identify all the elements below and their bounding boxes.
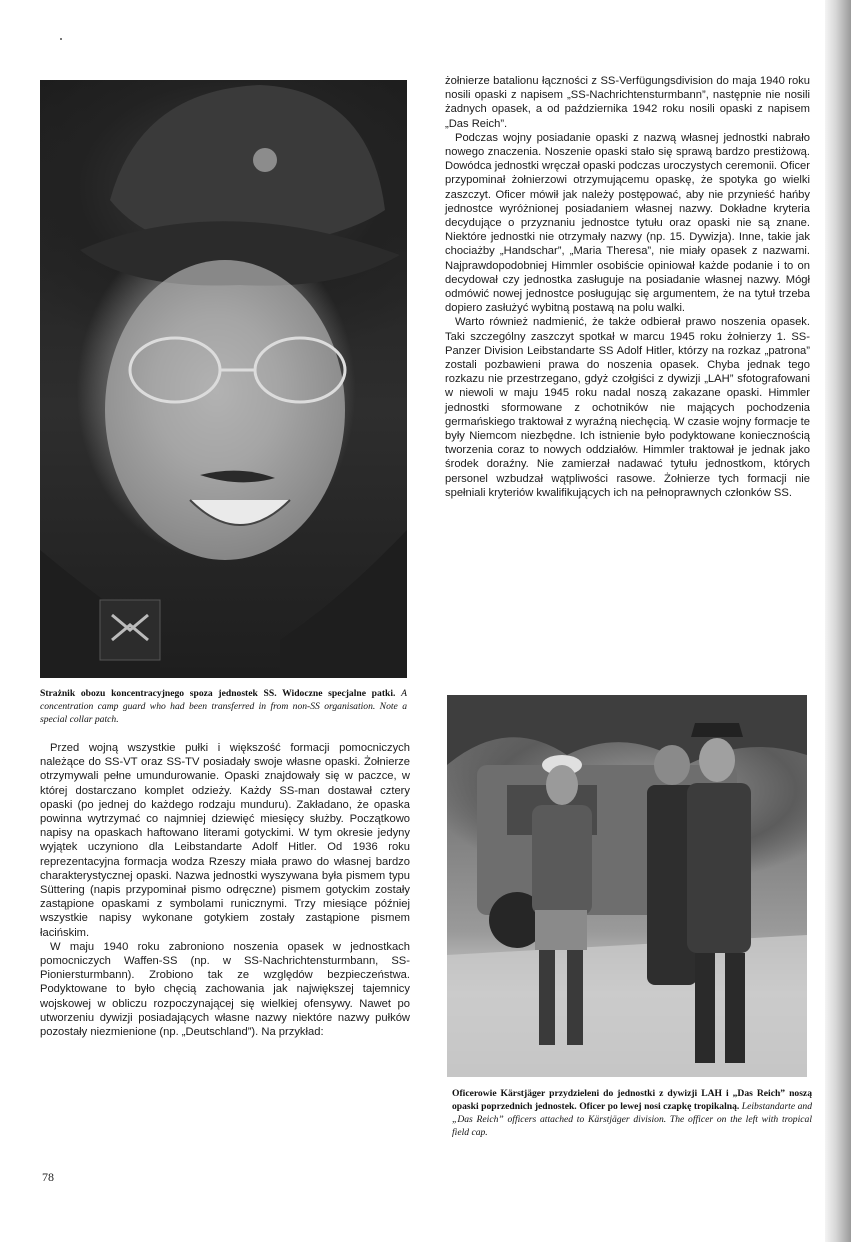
officers-caption [452, 1087, 812, 1139]
group-photo-icon [447, 695, 807, 1077]
scan-speck [60, 38, 62, 40]
page-number: 78 [42, 1170, 54, 1184]
portrait-photo [40, 80, 407, 678]
left-text-column [40, 741, 410, 1039]
caption-english: A concentration camp guard who had been transferred in from non-SS organisation. Note a special collar patch. [40, 688, 407, 725]
portrait-caption [40, 687, 407, 726]
paragraph: żołnierze batalionu łączności z SS-Verfügungsdivision do maja 1940 roku nosili opaski z napisem „SS-Nachrichtensturmbann”, następnie nie nosili żadnych opasek, a od października 1942 roku nosili opaski z napisem „Das Reich”. [445, 75, 810, 130]
portrait-photo-icon [40, 80, 407, 678]
paragraph: Warto również nadmienić, że także odbierał prawo noszenia opasek. Taki szczególny zaszczyt spotkał w marcu 1945 roku żołnierzy 1. SS-Panzer Division Leibstandarte SS Adolf Hitler, którzy na rozkaz „patrona” zostali pozbawieni prawa do noszenia opasek. Chyba jednak tego rozkazu nie przestrzegano, gdyż czołgiści z dywizji „LAH” sfotografowani w niewoli w maju 1945 roku nadal noszą zakazane opaski. Himmler jednostki sformowane z ochotników nie mających pochodzenia germańskiego traktował z wyraźną niechęcią. W czasie wojny formacje te były Niemcom niezbędne. Ich istnienie było podyktowane koniecznością tworzenia coraz to nowych oddziałów. Himmler traktował je jednak jako środek doraźny. Nie zamierzał nadawać tytułu jednostkom, których personel wzbudzał wątpliwości rasowe. Żołnierze tych formacji nie spełniali kryteriów kwalifikujących ich na pełnoprawnych członków SS. [445, 316, 810, 499]
right-text-column [445, 74, 810, 500]
paragraph: Podczas wojny posiadanie opaski z nazwą własnej jednostki nabrało nowego znaczenia. Noszenie opaski stało się sprawą bardzo prestiżową. Dowódca jednostki wręczał opaski podczas uroczystych ceremonii. Oficer przypominał żołnierzowi otrzymującemu opaskę, że spotyka go wielki zaszczyt. Oficer mówił jak należy postępować, aby nie przynieść hańby jednostce wyróżnionej posiadaniem własnej nazwy. Dokładne kryteria decydujące o przyznaniu jednostce tytułu oraz opaski nie są znane. Niektóre jednostki nie otrzymały nazwy (np. 15. Dywizja). Inne, takie jak chociażby „Handschar”, „Maria Theresa”, nie miały opasek z nazwami. Najprawdopodobniej Himmler osobiście opiniował każde podanie i to on decydował czy jednostka zasługuje na posiadanie własnej nazwy. Mógł odmówić nowej jednostce posługując się argumentem, że na tytuł trzeba dopiero zasłużyć wybitną postawą na polu walki. [445, 131, 810, 315]
caption-polish: Strażnik obozu koncentracyjnego spoza jednostek SS. Widoczne specjalne patki. [40, 688, 396, 699]
officers-photo [447, 695, 807, 1077]
paragraph: W maju 1940 roku zabroniono noszenia opasek w jednostkach pomocniczych Waffen-SS (np. w SS-Nachrichtensturmbann, SS-Pioniersturmbann). Zrobiono tak ze względów bezpieczeństwa. Podyktowane to było chęcią zachowania jak największej tajemnicy wojskowej w obliczu rozpoczynającej się wielkiej ofensywy. Nawet po utworzeniu dywizji posiadających własne nazwy niektóre nazwy pułków pozostały niezmienione (np. „Deutschland”). Na przykład: [40, 940, 410, 1039]
caption-polish: Oficerowie Kärstjäger przydzieleni do jednostki z dywizji LAH i „Das Reich” noszą opaski poprzednich jednostek. Oficer po lewej nosi czapkę tropikalną. [452, 1088, 812, 1112]
caption-english: Leibstandarte and „Das Reich” officers attached to Kärstjäger division. The officer on the left with tropical field cap. [452, 1101, 812, 1138]
paragraph: Przed wojną wszystkie pułki i większość formacji pomocniczych należące do SS-VT oraz SS-TV posiadały swoje własne opaski. Żołnierze otrzymywali pełne umundurowanie. Opaski znajdowały się w paczce, w której dostarczano komplet odzieży. Każdy SS-man dostawał cztery opaski (po jednej do każdego rodzaju munduru). Zakładano, że opaska powinna wytrzymać co najmniej dziewięć miesięcy służby. Początkowo napisy na opaskach haftowano literami gotyckimi. W tym okresie jedyny wyjątek uczyniono dla Leibstandarte Adolf Hitler. Od 1936 roku reprezentacyjna formacja wodza Rzeszy miała prawo do własnej bardzo charakterystycznej opaski. Nazwa jednostki wyszywana była pismem typu Süttering (napis przypominał pismo odręczne) pismem gotyckim zostały zastąpione opaskami z symbolami runicznymi. Trzy miesiące później wszystkie napisy wykonane gotykiem zostały zastąpione pismem łacińskim. [40, 742, 410, 939]
page-edge-shadow [825, 0, 851, 1242]
